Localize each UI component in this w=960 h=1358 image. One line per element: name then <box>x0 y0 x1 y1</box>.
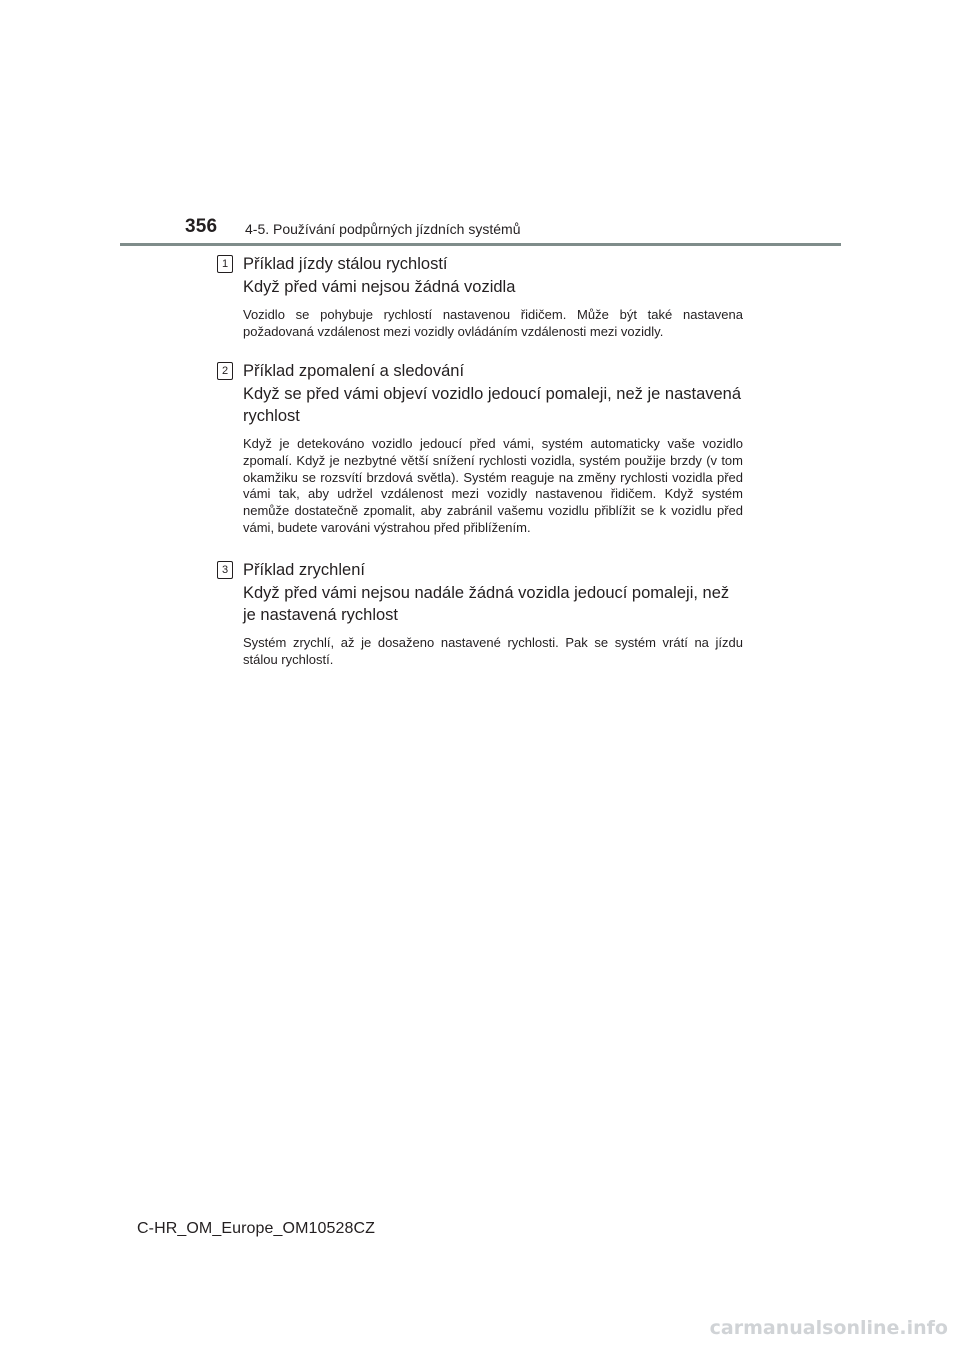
item-condition: Když se před vámi objeví vozidlo jedoucí pomaleji, než je nastavená rychlost <box>243 385 742 425</box>
item-heading: Příklad zrychlení <box>243 561 365 579</box>
list-item <box>221 559 743 669</box>
item-body: Systém zrychlí, až je dosaženo nastavené rychlosti. Pak se systém vrátí na jízdu stálou rychlostí. <box>243 635 743 667</box>
item-number-badge: 1 <box>217 255 233 273</box>
list-item <box>221 253 743 341</box>
item-number-badge: 3 <box>217 561 233 579</box>
item-heading: Příklad jízdy stálou rychlostí <box>243 255 448 273</box>
item-body: Když je detekováno vozidlo jedoucí před vámi, systém automaticky vaše vozidlo zpomalí. Když je nezbytné větší snížení rychlosti vozidla, systém použije brzdy (v tom okamžiku se rozsvítí brzdová světla). Systém reaguje na změny rychlosti vozidla před vámi tak, aby udržel vzdálenost mezi vozidly nastavenou řidičem. Když systém nemůže dostatečně zpomalit, aby zabránil vašemu vozidlu přiblížit se k vozidlu před vámi, budete varováni výstrahou před přiblížením. <box>243 436 743 535</box>
item-condition: Když před vámi nejsou nadále žádná vozidla jedoucí pomaleji, než je nastavená rychlost <box>243 584 730 624</box>
header-rule <box>120 243 841 246</box>
item-number-badge: 2 <box>217 362 233 380</box>
item-heading: Příklad zpomalení a sledování <box>243 362 465 380</box>
item-condition: Když před vámi nejsou žádná vozidla <box>243 278 516 296</box>
watermark: carmanualsonline.info <box>709 1317 948 1339</box>
page-number: 356 <box>185 216 218 237</box>
section-title: 4-5. Používání podpůrných jízdních systémů <box>245 221 521 237</box>
list-item <box>221 360 743 537</box>
document-code: C-HR_OM_Europe_OM10528CZ <box>137 1220 376 1237</box>
item-body: Vozidlo se pohybuje rychlostí nastavenou řidičem. Může být také nastavena požadovaná vzdálenost mezi vozidly ovládáním vzdálenosti mezi vozidly. <box>243 307 743 339</box>
